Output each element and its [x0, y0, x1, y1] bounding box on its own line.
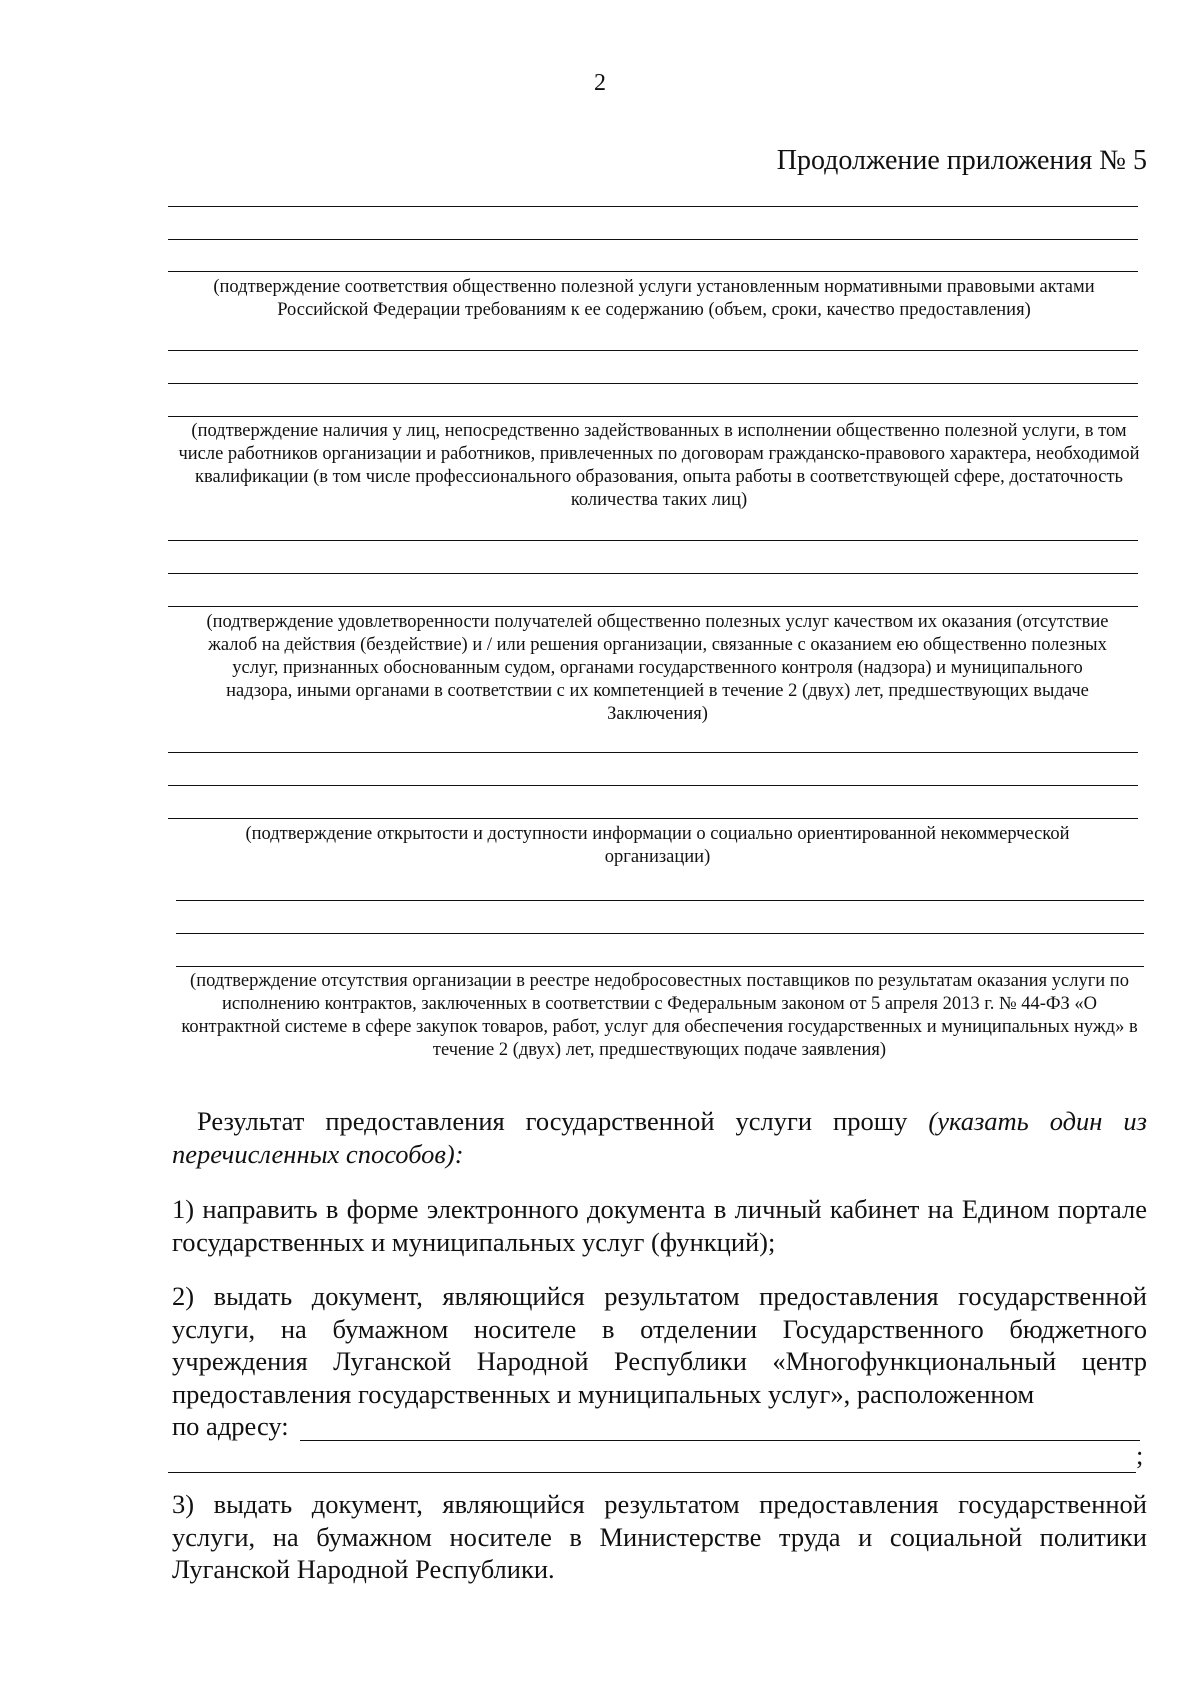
fill-line[interactable] [168, 350, 1138, 351]
caption-satisfaction: (подтверждение удовлетворенности получателей общественно полезных услуг качеством их оказания (отсутствие жалоб на действия (бездействие) и / или решения организации, связанные с оказанием ею общественно полезных услуг, признанных обоснованным судом, органами государственного контроля (надзора) и муниципального надзора, иными органами в соответствии с их компетенцией в течение 2 (двух) лет, предшествующих выдаче Заключения) [206, 612, 1109, 724]
caption-registry: (подтверждение отсутствия организации в реестре недобросовестных поставщиков по результатам оказания услуги по исполнению контрактов, заключенных в соответствии с Федеральным законом от 5 апреля 2013 г. № 44-ФЗ «О контрактной системе в сфере закупок товаров, работ, услуг для обеспечения государственных и муниципальных нужд» в течение 2 (двух) лет, предшествующих подаче заявления) [181, 971, 1138, 1060]
address-terminator: ; [1136, 1440, 1144, 1470]
address-label: по адресу: [172, 1411, 289, 1441]
fill-line[interactable] [168, 383, 1138, 384]
fill-line[interactable] [176, 900, 1144, 901]
result-request-text: Результат предоставления государственной услуги прошу [197, 1106, 908, 1136]
fill-line[interactable] [168, 752, 1138, 753]
address-field-line-2[interactable] [168, 1472, 1136, 1473]
address-field-line-1[interactable] [300, 1440, 1140, 1441]
caption-compliance: (подтверждение соответствия общественно полезной услуги установленным нормативными правовыми актами Российской Федерации требованиям к ее содержанию (объем, сроки, качество предоставления) [213, 277, 1095, 320]
fill-line[interactable] [168, 540, 1138, 541]
fill-line[interactable] [168, 606, 1138, 607]
fill-line[interactable] [168, 573, 1138, 574]
fill-line[interactable] [168, 239, 1138, 240]
option-mfc: 2) выдать документ, являющийся результатом предоставления государственной услуги, на бумажном носителе в отделении Государственного бюджетного учреждения Луганской Народной Республики «Многофункциональный центр предоставления государственных и муниципальных услуг», расположенном [172, 1281, 1147, 1409]
fill-line[interactable] [168, 785, 1138, 786]
fill-line[interactable] [168, 818, 1138, 819]
caption-qualification: (подтверждение наличия у лиц, непосредственно задействованных в исполнении общественно полезной услуги, в том числе работников организации и работников, привлеченных по договорам гражданско-правового характера, необходимой квалификации (в том числе профессионального образования, опыта работы в соответствующей сфере, достаточность количества таких лиц) [178, 421, 1140, 510]
fill-line[interactable] [168, 416, 1138, 417]
option-ministry: 3) выдать документ, являющийся результатом предоставления государственной услуги, на бумажном носителе в Министерстве труда и социальной политики Луганской Народной Республики. [172, 1489, 1147, 1584]
page-number: 2 [594, 70, 606, 96]
caption-openness: (подтверждение открытости и доступности информации о социально ориентированной некоммерческой организации) [245, 824, 1070, 867]
appendix-title: Продолжение приложения № 5 [776, 145, 1147, 176]
option-electronic: 1) направить в форме электронного документа в личный кабинет на Едином портале государственных и муниципальных услуг (функций); [172, 1194, 1147, 1257]
fill-line[interactable] [176, 933, 1144, 934]
fill-line[interactable] [168, 206, 1138, 207]
fill-line[interactable] [176, 966, 1144, 967]
result-request-paragraph [172, 1105, 1147, 1170]
fill-line[interactable] [168, 271, 1138, 272]
result-request-hint: (указать один из перечисленных способов): [172, 1106, 1147, 1169]
